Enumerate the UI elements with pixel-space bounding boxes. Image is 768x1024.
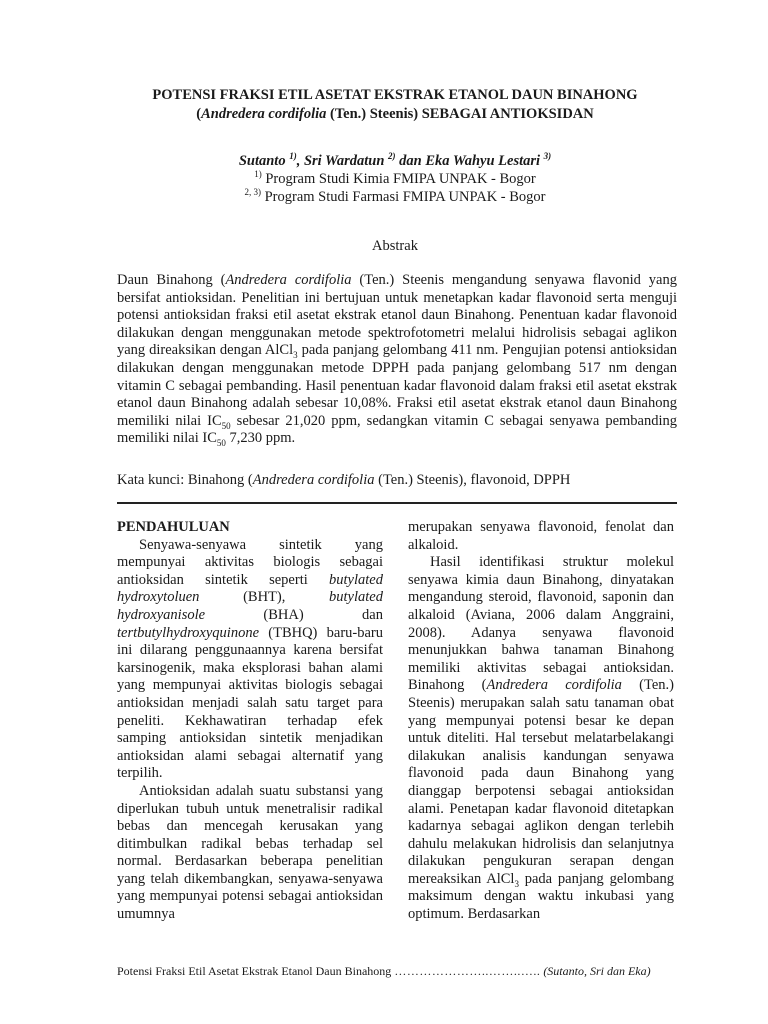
keywords-species: Andredera cordifolia bbox=[252, 472, 375, 488]
title-line-2: (Andredera cordifolia (Ten.) Steenis) SEBAGAI ANTIOKSIDAN bbox=[196, 106, 594, 122]
abstract-part-4: sebesar 21,020 ppm, sedangkan vitamin C sebagai senyawa pembanding memiliki nilai IC bbox=[117, 412, 678, 447]
right-p2-text-a: Hasil identifikasi struktur molekul senyawa kimia daun Binahong, dinyatakan mengandung steroid, flavonoid, saponin dan alkaloid (Aviana, 2006 dalam Anggraini, 2008). Adanya senyawa flavonoid menunjukkan bahwa tanaman Binahong memiliki aktivitas sebagai antioksidan. Binahong ( bbox=[408, 554, 674, 694]
left-p1-italic-2: butylated hydroxyanisole bbox=[117, 589, 383, 623]
abstract-heading: Abstrak bbox=[372, 238, 418, 254]
affiliation-2 bbox=[100, 188, 690, 206]
right-p2-text-c: pada panjang gelombang maksimum dengan waktu inkubasi yang optimum. Berdasarkan bbox=[408, 870, 674, 923]
left-column bbox=[117, 519, 383, 924]
right-paragraph-2 bbox=[408, 554, 674, 923]
author-3-sup: 3) bbox=[543, 151, 552, 162]
left-p1-text-b: (BHT), bbox=[199, 589, 330, 606]
footer-authors: (Sutanto, Sri dan Eka) bbox=[543, 964, 651, 978]
abstract-sub-3: 50 bbox=[216, 438, 226, 449]
paper-title bbox=[100, 86, 690, 124]
abstract-part-2: (Ten.) Steenis mengandung senyawa flavonid yang bersifat antioksidan. Penelitian ini bertujuan untuk menetapkan kadar flavonoid serta menguji potensi antioksidan fraksi etil asetat ekstrak etanol daun Binahong. Penentuan kadar flavonoid dilakukan dengan menggunakan metode spektrofotometri melalui hidrolisis sebagai aglikon yang direaksikan dengan AlCl bbox=[117, 272, 677, 359]
author-names bbox=[100, 152, 690, 170]
abstract-species: Andredera cordifolia bbox=[225, 272, 352, 288]
affiliation-1-sup: 1) bbox=[254, 169, 262, 180]
title-line-1: POTENSI FRAKSI ETIL ASETAT EKSTRAK ETANOL DAUN BINAHONG bbox=[152, 87, 638, 103]
section-divider bbox=[117, 502, 677, 504]
author-1-sup: 1) bbox=[289, 151, 297, 162]
affiliation-2-sup: 2, 3) bbox=[244, 187, 261, 198]
author-block bbox=[100, 152, 690, 206]
right-p2-sub: 3 bbox=[514, 878, 519, 889]
section-heading-pendahuluan: PENDAHULUAN bbox=[117, 519, 230, 535]
footer-dots: …………………..……..….. bbox=[394, 964, 541, 978]
keywords-part-1: Kata kunci: Binahong ( bbox=[117, 472, 253, 488]
abstract-sub-1: 3 bbox=[293, 350, 298, 361]
abstract-part-3: pada panjang gelombang 411 nm. Pengujian potensi antioksidan dilakukan dengan menggunakan metode DPPH pada panjang gelombang 517 nm dengan vitamin C sebagai pembanding. Hasil penentuan kadar flavonoid dalam fraksi etil asetat ekstrak etanol daun Binahong adalah sebesar 10,08%. Fraksi etil asetat ekstrak etanol daun Binahong memiliki nilai IC bbox=[117, 342, 678, 429]
keywords-part-2: (Ten.) Steenis), flavonoid, DPPH bbox=[374, 472, 571, 488]
footer-title: Potensi Fraksi Etil Asetat Ekstrak Etanol Daun Binahong bbox=[117, 964, 392, 978]
abstract-part-5: 7,230 ppm. bbox=[225, 430, 296, 447]
title-line-2-rest: (Ten.) Steenis) SEBAGAI ANTIOKSIDAN bbox=[330, 106, 594, 122]
left-paragraph-1 bbox=[117, 537, 383, 783]
left-p1-italic-3: tertbutylhydroxyquinone bbox=[117, 624, 260, 641]
left-p1-text-c: (BHA) dan bbox=[205, 606, 383, 623]
page-footer bbox=[117, 964, 677, 979]
left-p1-text-d: (TBHQ) baru-baru ini dilarang penggunaannya karena bersifat karsinogenik, maka eksplorasi bahan alami yang mempunyai aktivitas biologis sebagai antioksidan menjadi salah satu target para peneliti. Kekhawatiran terhadap efek samping antioksidan sintetik menjadikan antioksidan alami sebagai alternatif yang terpilih. bbox=[117, 624, 383, 782]
author-1: Sutanto bbox=[238, 153, 286, 169]
abstract-sub-2: 50 bbox=[221, 420, 231, 431]
abstract-text bbox=[117, 272, 677, 448]
affiliation-1-text: Program Studi Kimia FMIPA UNPAK - Bogor bbox=[265, 171, 536, 187]
left-p1-text-a: Senyawa-senyawa sintetik yang mempunyai aktivitas biologis sebagai antioksidan sintetik seperti bbox=[117, 536, 383, 588]
left-paragraph-2: Antioksidan adalah suatu substansi yang diperlukan tubuh untuk menetralisir radikal bebas dan mencegah kerusakan yang ditimbulkan radikal bebas terhadap sel normal. Berdasarkan beberapa penelitian yang telah dikembangkan, senyawa-senyawa yang mempunyai potensi sebagai antioksidan umumnya bbox=[117, 782, 383, 923]
right-p2-text-b: (Ten.) Steenis) merupakan salah satu tanaman obat yang mempunyai potensi besar ke depan untuk diteliti. Hal tersebut melatarbelakangi dilakukan analisis kandungan senyawa flavonoid pada daun Binahong yang dianggap berpotensi sebagai antioksidan alami. Penetapan kadar flavonoid ditetapkan kadarnya sebagai aglikon dengan terlebih dahulu melakukan hidrolisis dan selanjutnya dilakukan pengukuran serapan dengan mereaksikan AlCl bbox=[408, 677, 674, 887]
title-species: Andredera cordifolia bbox=[201, 106, 327, 122]
author-3: dan Eka Wahyu Lestari bbox=[395, 153, 541, 169]
author-2-sup: 2) bbox=[388, 151, 396, 162]
abstract-part-1: Daun Binahong ( bbox=[117, 272, 226, 288]
affiliation-2-text: Program Studi Farmasi FMIPA UNPAK - Bogor bbox=[264, 189, 546, 205]
author-2: , Sri Wardatun bbox=[296, 153, 385, 169]
left-p1-italic-1: butylated hydroxytoluen bbox=[117, 571, 383, 606]
affiliation-1 bbox=[100, 170, 690, 188]
right-p2-italic: Andredera cordifolia bbox=[486, 677, 622, 694]
keywords bbox=[117, 472, 677, 489]
right-column bbox=[408, 519, 674, 924]
right-paragraph-1: merupakan senyawa flavonoid, fenolat dan alkaloid. bbox=[408, 519, 674, 553]
